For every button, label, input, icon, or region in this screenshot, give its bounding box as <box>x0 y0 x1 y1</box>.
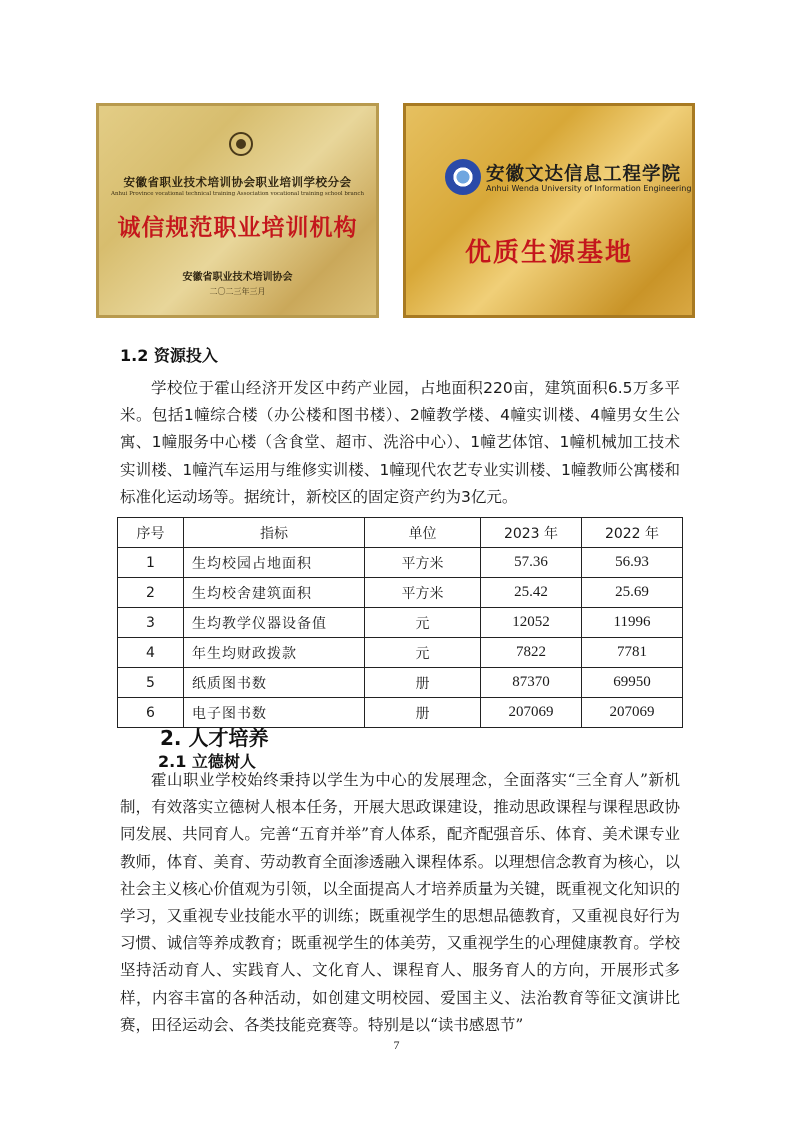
paragraph-moral-education: 霍山职业学校始终秉持以学生为中心的发展理念，全面落实“三全育人”新机制，有效落实立德树人根本任务，开展大思政课建设，推动思政课程与课程思政协同发展、共同育人。完善“五育并举”育人体系，配齐配强音乐、体育、美术课专业教师，体育、美育、劳动教育全面渗透融入课程体系。以理想信念教育为核心，以社会主义核心价值观为引领，以全面提高人才培养质量为关键，既重视文化知识的学习，又重视专业技能水平的训练；既重视学生的思想品德教育，又重视良好行为习惯、诚信等养成教育；既重视学生的体美劳，又重视学生的心理健康教育。学校坚持活动育人、实践育人、文化育人、课程育人、服务育人的方向，开展形式多样，内容丰富的各种活动，如创建文明校园、爱国主义、法治教育等征文演讲比赛，田径运动会、各类技能竞赛等。特别是以“读书感恩节” <box>120 771 680 1034</box>
cell-index: 3 <box>118 608 184 638</box>
cell-value-2023: 57.36 <box>481 548 582 578</box>
cell-value-2022: 11996 <box>582 608 683 638</box>
table-row <box>118 548 683 578</box>
cell-indicator: 电子图书数 <box>184 698 365 728</box>
plaque-org-name-en: Anhui Province vocational technical training Association vocational training school branch <box>110 191 365 197</box>
section-heading-resources: 1.2 资源投入 <box>120 346 218 365</box>
university-logo-icon <box>445 159 481 195</box>
header-cell-2022: 2022 年 <box>582 518 683 548</box>
plaque-title: 优质生源基地 <box>464 238 633 268</box>
plaque-integrity-training <box>96 103 379 318</box>
cell-index: 5 <box>118 668 184 698</box>
cell-indicator: 生均校园占地面积 <box>184 548 365 578</box>
table-header-row <box>118 518 683 548</box>
plaque-school-name-en: Anhui Wenda University of Information Engineering <box>486 184 692 193</box>
plaque-org-name: 安徽省职业技术培训协会职业培训学校分会 <box>123 175 352 189</box>
plaque-title: 诚信规范职业培训机构 <box>117 215 358 241</box>
cell-indicator: 生均校舍建筑面积 <box>184 578 365 608</box>
cell-value-2022: 7781 <box>582 638 683 668</box>
cell-index: 6 <box>118 698 184 728</box>
table-row <box>118 668 683 698</box>
plaque-date: 二〇二三年三月 <box>209 287 266 296</box>
table-row <box>118 608 683 638</box>
plaque-quality-student-base <box>403 103 695 318</box>
plaque-issuer: 安徽省职业技术培训协会 <box>182 272 293 283</box>
table-row <box>118 638 683 668</box>
cell-unit: 册 <box>365 698 481 728</box>
cell-value-2023: 7822 <box>481 638 582 668</box>
paragraph-resources: 学校位于霍山经济开发区中药产业园，占地面积220亩，建筑面积6.5万多平米。包括1幢综合楼（办公楼和图书楼）、2幢教学楼、4幢实训楼、4幢男女生公寓、1幢服务中心楼（含食堂、超市、洗浴中心）、1幢艺体馆、1幢机械加工技术实训楼、1幢汽车运用与维修实训楼、1幢现代农艺专业实训楼、1幢教师公寓楼和标准化运动场等。据统计，新校区的固定资产约为3亿元。 <box>120 379 680 506</box>
cell-value-2022: 25.69 <box>582 578 683 608</box>
cell-unit: 册 <box>365 668 481 698</box>
page-number: 7 <box>393 1038 400 1052</box>
cell-value-2022: 69950 <box>582 668 683 698</box>
section-heading-moral-education: 2.1 立德树人 <box>158 752 256 771</box>
resource-indicator-table <box>117 517 683 728</box>
section-heading-talent-cultivation: 2. 人才培养 <box>160 726 269 750</box>
header-cell-2023: 2023 年 <box>481 518 582 548</box>
cell-indicator: 生均教学仪器设备值 <box>184 608 365 638</box>
plaque-school-name: 安徽文达信息工程学院 <box>486 164 682 185</box>
cell-index: 4 <box>118 638 184 668</box>
cell-indicator: 年生均财政拨款 <box>184 638 365 668</box>
cell-indicator: 纸质图书数 <box>184 668 365 698</box>
association-emblem-icon <box>229 132 253 156</box>
cell-unit: 元 <box>365 638 481 668</box>
table-row <box>118 578 683 608</box>
cell-value-2023: 12052 <box>481 608 582 638</box>
cell-value-2023: 87370 <box>481 668 582 698</box>
cell-value-2022: 207069 <box>582 698 683 728</box>
cell-unit: 元 <box>365 608 481 638</box>
cell-value-2022: 56.93 <box>582 548 683 578</box>
cell-index: 1 <box>118 548 184 578</box>
cell-value-2023: 207069 <box>481 698 582 728</box>
cell-index: 2 <box>118 578 184 608</box>
header-cell-indicator: 指标 <box>184 518 365 548</box>
header-cell-index: 序号 <box>118 518 184 548</box>
header-cell-unit: 单位 <box>365 518 481 548</box>
cell-unit: 平方米 <box>365 548 481 578</box>
cell-unit: 平方米 <box>365 578 481 608</box>
cell-value-2023: 25.42 <box>481 578 582 608</box>
